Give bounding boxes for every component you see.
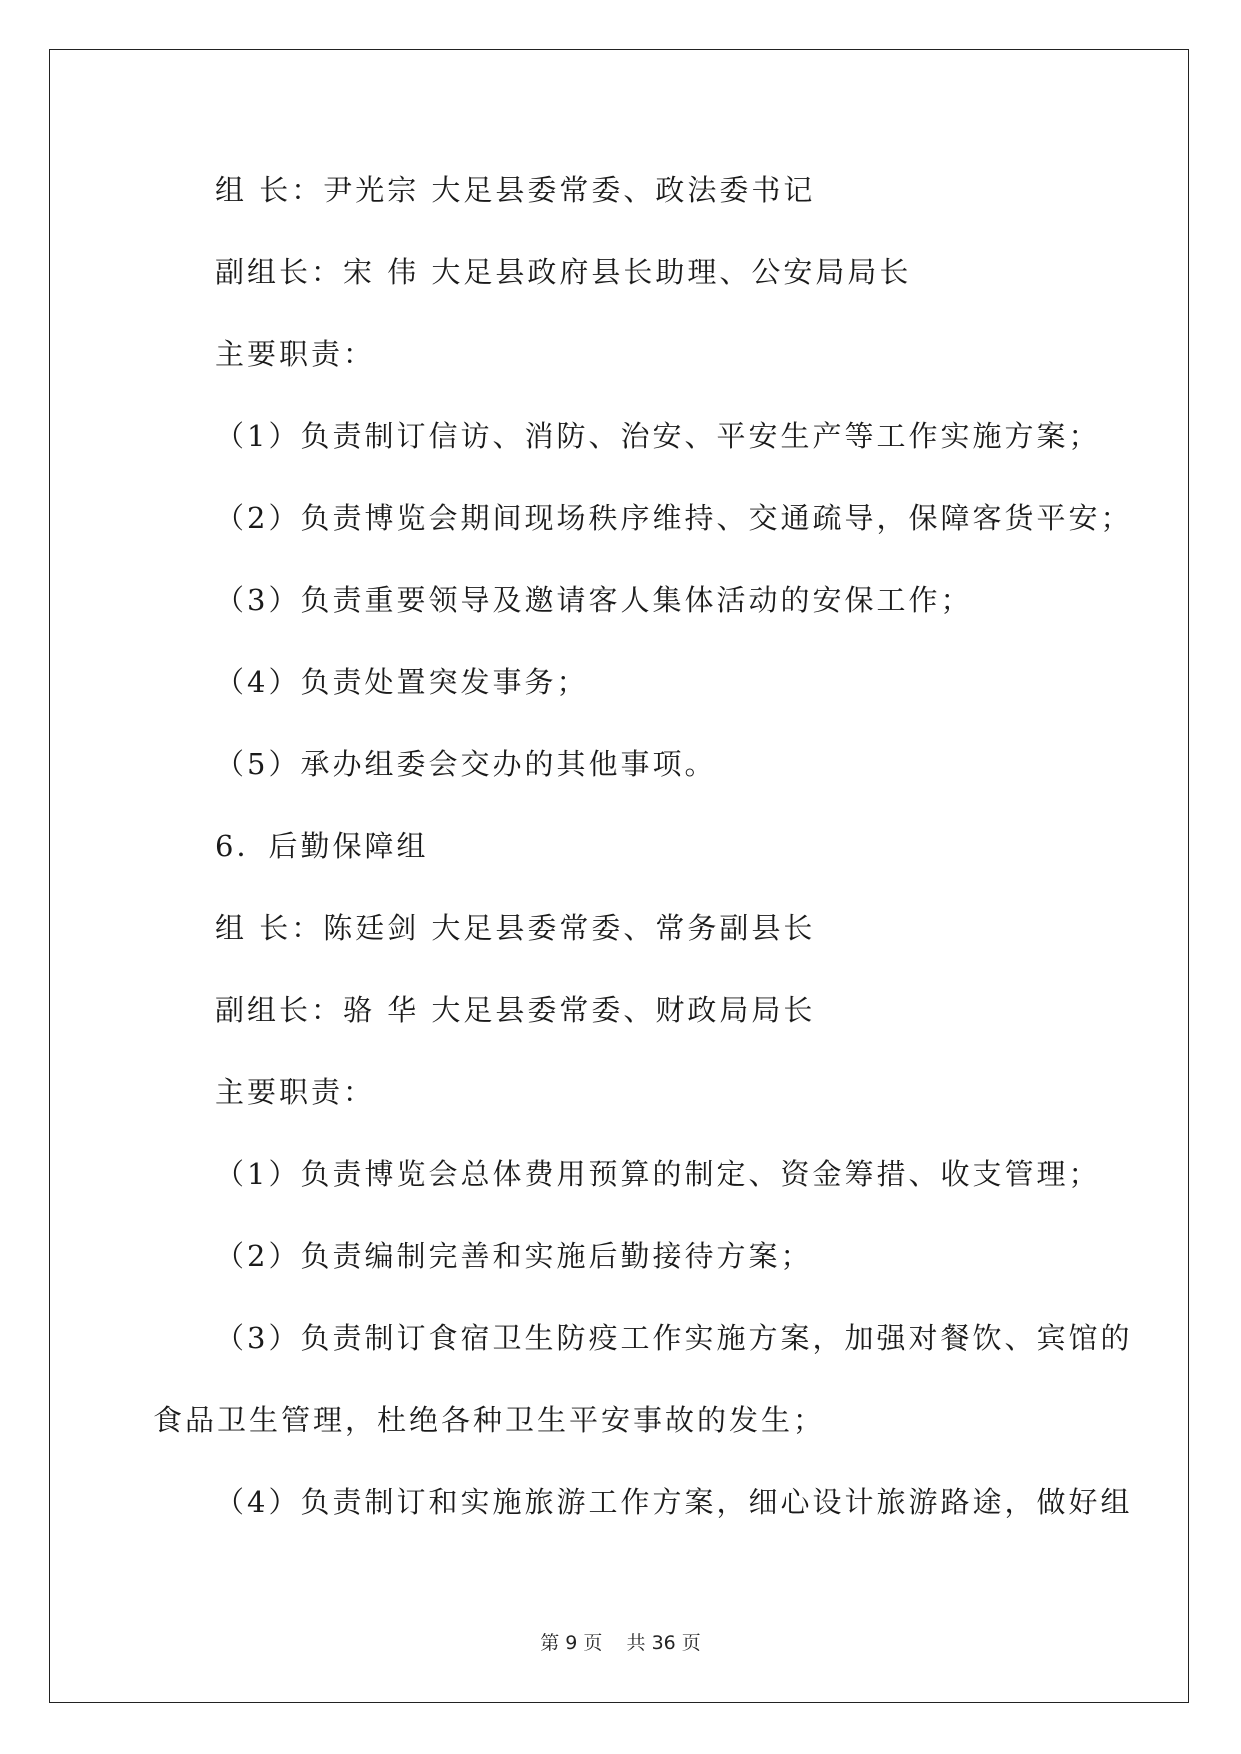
text-line-duty-2-3-cont: 食品卫生管理，杜绝各种卫生平安事故的发生； — [153, 1403, 826, 1437]
text-line-duty-2-3: （3）负责制订食宿卫生防疫工作实施方案，加强对餐饮、宾馆的 — [215, 1321, 1133, 1355]
text-line-duties-heading: 主要职责： — [215, 337, 376, 371]
text-line-duty-2-4: （4）负责制订和实施旅游工作方案，细心设计旅游路途，做好组 — [215, 1485, 1133, 1519]
section-heading-logistics: 6．后勤保障组 — [215, 829, 429, 863]
text-line-duties-heading-2: 主要职责： — [215, 1075, 376, 1109]
text-line-duty-1: （1）负责制订信访、消防、治安、平安生产等工作实施方案； — [215, 419, 1101, 453]
text-line-deputy-leader: 副组长：宋 伟 大足县政府县长助理、公安局局长 — [215, 255, 912, 289]
text-line-duty-2-2: （2）负责编制完善和实施后勤接待方案； — [215, 1239, 813, 1273]
page-border — [49, 49, 1189, 1703]
text-line-duty-5: （5）承办组委会交办的其他事项。 — [215, 747, 717, 781]
text-line-group-leader: 组 长：尹光宗 大足县委常委、政法委书记 — [215, 173, 816, 207]
text-line-deputy-leader-2: 副组长：骆 华 大足县委常委、财政局局长 — [215, 993, 816, 1027]
text-line-group-leader-2: 组 长：陈廷剑 大足县委常委、常务副县长 — [215, 911, 816, 945]
text-line-duty-4: （4）负责处置突发事务； — [215, 665, 589, 699]
text-line-duty-2: （2）负责博览会期间现场秩序维持、交通疏导，保障客货平安； — [215, 501, 1133, 535]
page-number-footer: 第 9 页 共 36 页 — [540, 1632, 701, 1654]
text-line-duty-2-1: （1）负责博览会总体费用预算的制定、资金筹措、收支管理； — [215, 1157, 1101, 1191]
text-line-duty-3: （3）负责重要领导及邀请客人集体活动的安保工作； — [215, 583, 973, 617]
